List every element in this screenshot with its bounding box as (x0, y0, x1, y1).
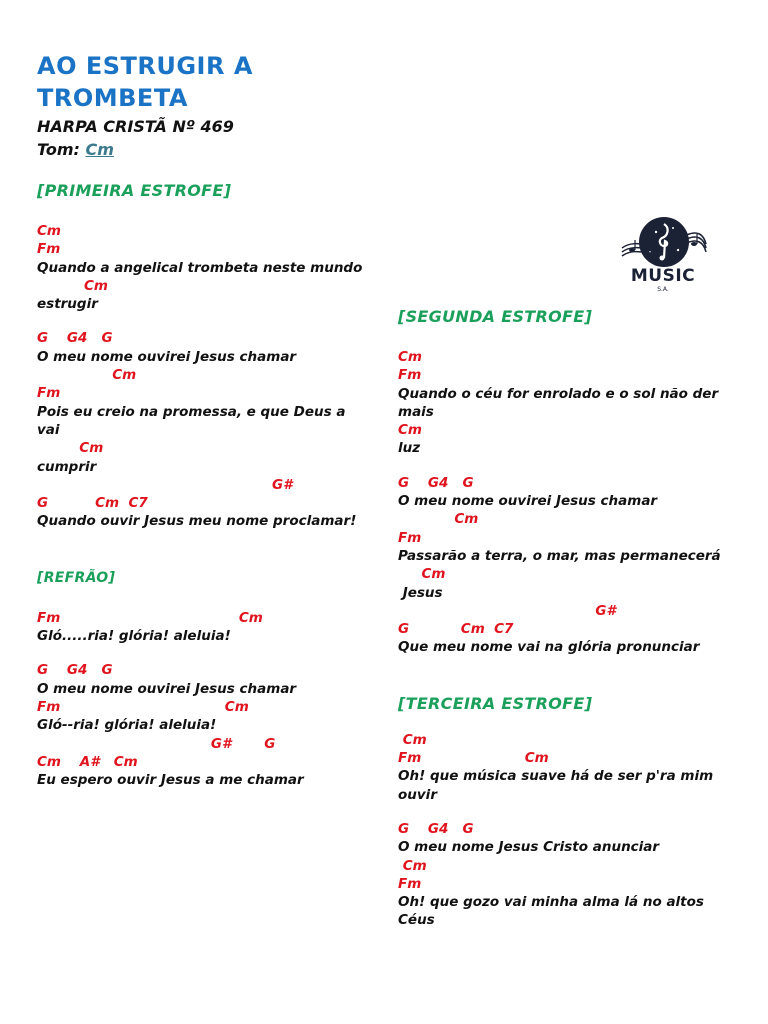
spacer (398, 804, 728, 820)
lyric-line: Oh! que música suave há de ser p'ra mim ouvir (398, 768, 718, 803)
spacer (37, 531, 367, 567)
chord-line: Fm (398, 367, 422, 384)
section-heading: [SEGUNDA ESTROFE] (398, 307, 593, 326)
chord-line: Fm Cm (37, 698, 249, 715)
lyric-line: Oh! que gozo vai minha alma lá no altos Céus (398, 894, 709, 929)
chord-line: Cm (37, 223, 61, 239)
chord-line: Fm (398, 529, 422, 546)
song-title: AO ESTRUGIR A TROMBETA (37, 52, 253, 112)
lyric-line: Pois eu creio na promessa, e que Deus a vai (37, 403, 351, 438)
spacer (37, 313, 367, 329)
chord-line: Cm (398, 511, 479, 528)
spacer (398, 657, 728, 693)
lyric-line: Passarão a terra, o mar, mas permanecerá (398, 547, 721, 564)
left-column (37, 180, 367, 789)
chord-line: Cm (37, 440, 104, 457)
chord-line: G G4 G (398, 820, 474, 837)
lyric-line: Quando ouvir Jesus meu nome proclamar! (37, 513, 357, 530)
lyric-line: estrugir (37, 296, 98, 313)
right-column (398, 306, 728, 930)
key-line (37, 139, 114, 161)
lyric-line: luz (398, 440, 421, 457)
chord-line: Fm Cm (37, 609, 263, 626)
music-note-icon (618, 214, 708, 270)
chord-line: G G4 G (37, 662, 113, 679)
chord-line: G Cm C7 (37, 495, 148, 512)
spacer (37, 202, 367, 222)
spacer (398, 328, 728, 348)
lyric-line: Gló.....ria! glória! aleluia! (37, 628, 231, 645)
lyric-line: O meu nome ouvirei Jesus chamar (37, 680, 297, 697)
lyric-line: Quando o céu for enrolado e o sol não der mais (398, 385, 723, 420)
chord-line: Cm (398, 857, 427, 874)
music-logo (618, 214, 708, 296)
lyric-line: Gló--ria! glória! aleluia! (37, 717, 217, 734)
chord-line: Fm Cm (398, 750, 549, 767)
section-heading: [REFRÃO] (37, 569, 116, 586)
chord-line: Fm (37, 385, 61, 402)
spacer (37, 645, 367, 661)
spacer (37, 589, 367, 609)
chord-line: G G4 G (398, 474, 474, 491)
lyric-line: Jesus (398, 584, 443, 601)
section-heading: [TERCEIRA ESTROFE] (398, 693, 593, 713)
lyric-line: Que meu nome vai na glória pronunciar (398, 639, 700, 656)
chord-line: Cm (37, 367, 137, 384)
chord-line: Cm (398, 566, 446, 583)
spacer (398, 458, 728, 474)
chord-line: Cm (398, 422, 422, 439)
key-link[interactable]: Cm (85, 140, 114, 159)
section-heading: [PRIMEIRA ESTROFE] (37, 181, 232, 200)
chord-line: Fm (398, 875, 422, 892)
chord-line: Cm A# Cm (37, 753, 138, 770)
spacer (398, 715, 728, 731)
lyric-line: O meu nome ouvirei Jesus chamar (398, 493, 658, 510)
hymn-number: HARPA CRISTÃ Nº 469 (37, 117, 234, 136)
chord-line: Cm (37, 277, 108, 294)
chord-line: G# (37, 476, 293, 493)
chord-line: G Cm C7 (398, 621, 514, 638)
chord-line: G# G (37, 735, 276, 752)
chord-line: G# (398, 602, 616, 619)
lyric-line: Eu espero ouvir Jesus a me chamar (37, 772, 304, 789)
key-label: Tom: (37, 140, 80, 159)
lyric-line: Quando a angelical trombeta neste mundo (37, 259, 363, 276)
chord-line: Cm (398, 349, 422, 365)
lyric-line: O meu nome ouvirei Jesus chamar (37, 348, 297, 365)
chord-line: Cm (398, 731, 427, 748)
chord-line: Fm (37, 241, 61, 258)
chord-line: G G4 G (37, 330, 113, 347)
lyric-line: O meu nome Jesus Cristo anunciar (398, 839, 660, 856)
logo-subtext: S.A. (657, 286, 669, 293)
lyric-line: cumprir (37, 458, 97, 475)
logo-wordmark: MUSIC (630, 266, 696, 286)
